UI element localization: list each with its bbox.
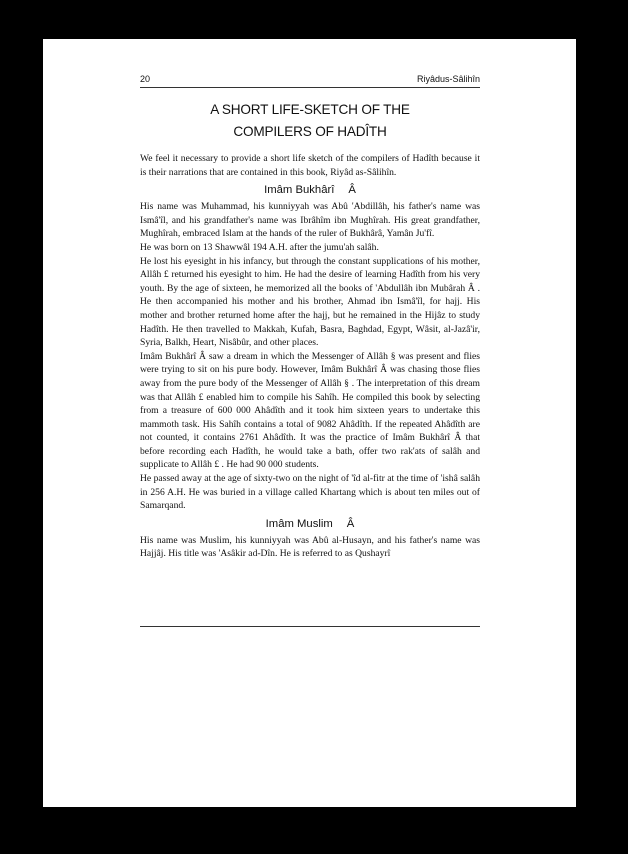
body-text — [140, 152, 480, 561]
book-page — [43, 39, 576, 807]
page-number: 20 — [140, 74, 151, 84]
paragraph: He lost his eyesight in his infancy, but through the constant supplications of his mother, Allâh £ returned his eyesight to him. He had the desire of learning Hadîth from his very youth. By the age of sixteen, he memorized all the books of 'Abdullâh ibn Mubârah Â . He then accompanied his mother and his brother, Ahmad ibn Ismâ'îl, for hajj. His mother and brother returned home after the hajj, but he remained in the Hijâz to study Hadîth. He then travelled to Makkah, Kufah, Basra, Baghdad, Egypt, Wâsit, al-Jazâ'ir, Syria, Balkh, Heart, Nisâbûr, and other places. — [140, 255, 480, 349]
intro-paragraph: We feel it necessary to provide a short life sketch of the compilers of Hadîth because it is their narrations that are contained in this book, Riyâd as-Sâlihîn. — [140, 153, 480, 178]
book-title: Riyâdus-Sâlihîn — [416, 74, 480, 84]
paragraph: He passed away at the age of sixty-two on the night of 'îd al-fitr at the time of 'ishâ salâh in 256 A.H. He was buried in a village called Khartang which is about ten miles out of Samarqand. — [140, 473, 480, 512]
chapter-title-line-1: A SHORT LIFE-SKETCH OF THE — [210, 102, 410, 117]
section-heading-bukhari — [140, 183, 480, 197]
paragraph: His name was Muslim, his kunniyyah was Abû al-Husayn, and his father's name was Hajjâj. His title was 'Asâkir ad-Dîn. He is referred to as Qushayrî — [140, 534, 480, 560]
section-heading-muslim — [140, 517, 480, 531]
paragraph: He was born on 13 Shawwâl 194 A.H. after the jumu'ah salâh. — [140, 241, 379, 253]
chapter-title-line-2: COMPILERS OF HADÎTH — [233, 124, 387, 139]
section-heading-text: Imâm Muslim — [265, 517, 333, 530]
footer-rule — [140, 626, 480, 627]
honorific-glyph: Â — [348, 184, 356, 197]
paragraph: His name was Muhammad, his kunniyyah was Abû 'Abdillâh, his father's name was Ismâ'îl, and his grandfather's name was Ibrâhîm ibn Mughîrah. His great grandfather, Mughîrah, embraced Islam at the hands of the ruler of Bukhârâ, Yamân Ju'fî. — [140, 201, 480, 240]
section-heading-text: Imâm Bukhârî — [264, 184, 335, 197]
paragraph: Imâm Bukhârî Â saw a dream in which the Messenger of Allâh § was present and flies were trying to sit on his pure body. However, Imâm Bukhârî Â was chasing those flies away from the pure body of the Messenger of Allâh § . The interpretation of this dream was that Allâh £ enabled him to compile his Sahîh. He compiled this book by selecting from a treasure of 600 000 Ahâdîth and it took him sixteen years to undertake this mammoth task. His Sahîh contains a total of 9082 Ahâdîth. If the repeated Ahâdîth are not counted, it contains 2761 Ahâdîth. It was the practice of Imâm Bukhârî Â that before recording each Hadîth, he would take a bath, offer two rak'ats of salâh and supplicate to Allâh £ . He had 90 000 students. — [140, 350, 480, 471]
running-header — [140, 74, 480, 88]
honorific-glyph: Â — [346, 517, 355, 530]
chapter-title — [140, 99, 480, 143]
